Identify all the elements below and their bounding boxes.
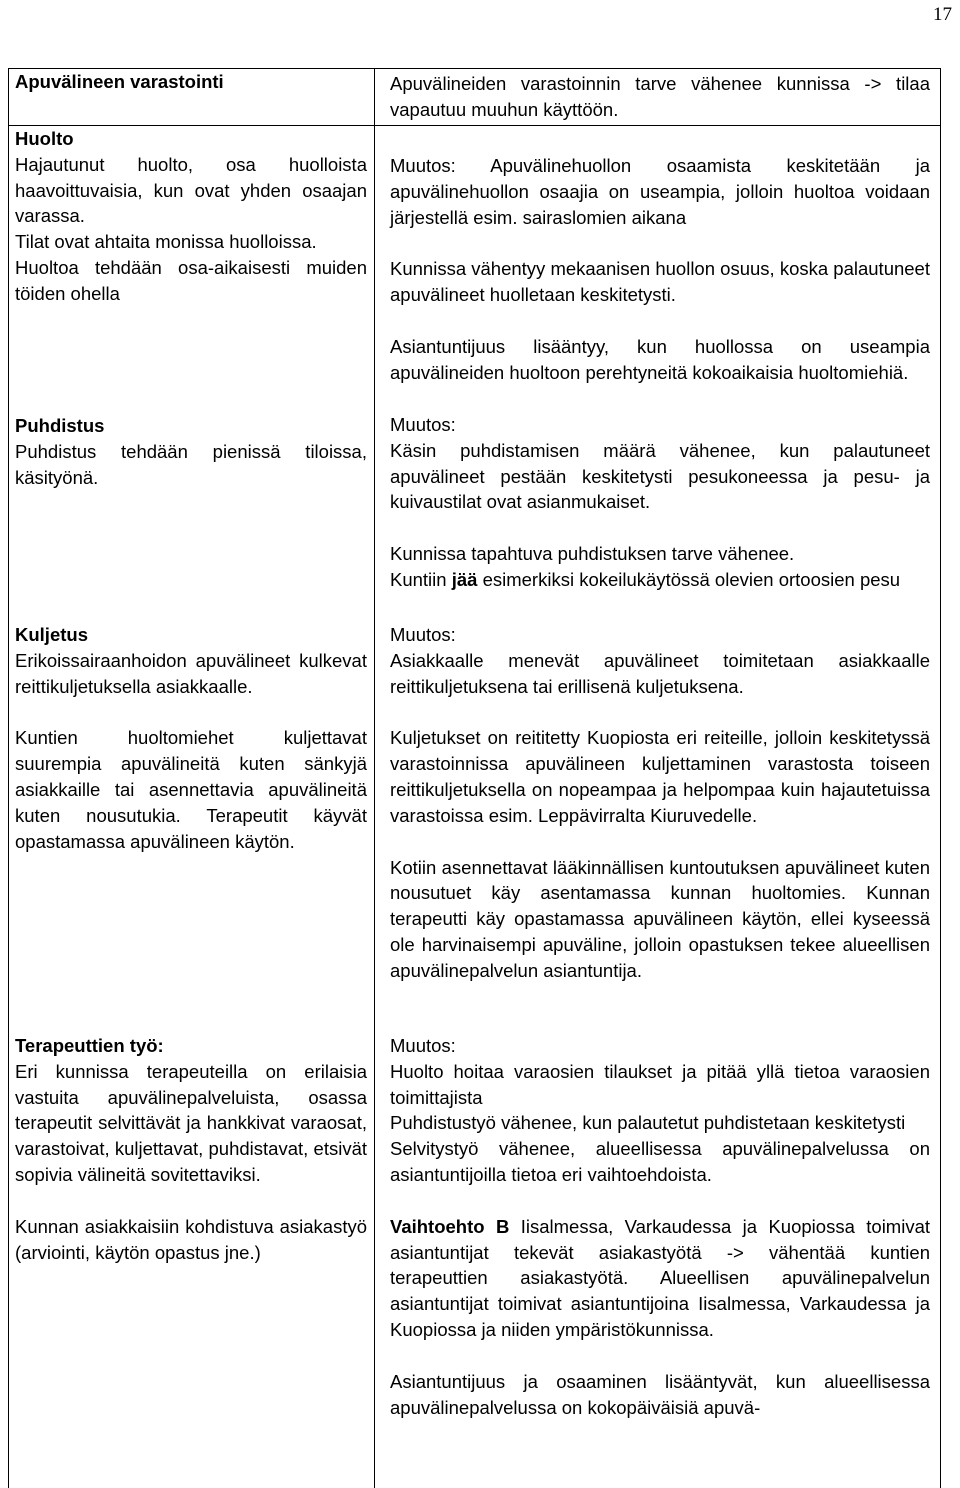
comparison-table [8,68,941,1488]
transport-change-text: Asiakkaalle menevät apuvälineet toimitetaan asiakkaalle reittikuljetuksena tai erillisenä kuljetuksena. [390,649,930,697]
transport-title: Kuljetus [15,624,88,645]
column-divider [374,69,375,1488]
therapist-title: Terapeuttien työ: [15,1035,164,1056]
right-transport [390,622,930,984]
maintenance-text-2: Tilat ovat ahtaita monissa huolloissa. [15,231,317,253]
left-cleaning [15,413,367,490]
therapist-change-1: Huolto hoitaa varaosien tilaukset ja pitää yllä tietoa varaosien toimittajista [390,1060,930,1108]
cleaning-title: Puhdistus [15,415,105,436]
option-b [390,1214,930,1343]
transport-text-2: Kuntien huoltomiehet kuljettavat suurempia apuvälineitä kuten sänkyjä asiakkaille tai asennettavia apuvälineitä kuten nousutukia. Terapeutit käyvät opastamassa apuvälineen käytön. [15,727,367,852]
storage-title: Apuvälineen varastointi [15,71,224,92]
transport-change-label: Muutos: [390,624,456,645]
right-maintenance [390,153,930,386]
cleaning-change-2: Kunnissa tapahtuva puhdistuksen tarve vähenee. [390,543,795,565]
transport-change-2: Kuljetukset on reititetty Kuopiosta eri reiteille, jolloin keskitetyssä varastoinnissa apuvälineen kuljettaminen varastosta toiseen reittikuljetuksella on nopeampaa ja helpompaa kuin hajautetuissa varastoissa esim. Leppävirralta Kiuruvedelle. [390,727,930,826]
cleaning-change-3 [390,567,930,593]
therapist-change-3: Selvitystyö vähenee, alueellisessa apuvälinepalvelussa on asiantuntijoilla tietoa eri vaihtoehdoista. [390,1138,930,1185]
cleaning-change-label: Muutos: [390,414,456,435]
left-storage [15,69,367,95]
maintenance-change: Muutos: Apuvälinehuollon osaamista keskitetään ja apuvälinehuollon osaajia on useampia, jolloin huoltoa voidaan järjestellä esim. sairaslomien aikana [390,155,930,228]
page-number: 17 [933,4,952,25]
right-therapist [390,1033,930,1420]
expertise-text: Asiantuntijuus ja osaaminen lisääntyvät, kun alueellisessa apuvälinepalvelussa on kokopäiväisiä apuvä- [390,1370,930,1418]
option-b-label: Vaihtoehto B [390,1215,510,1237]
maintenance-text: Hajautunut huolto, osa huolloista haavoittuvaisia, kun ovat yhden osaajan varassa. [15,153,367,227]
therapist-change-2: Puhdistustyö vähenee, kun palautetut puhdistetaan keskitetysti [390,1112,906,1134]
therapist-change-label: Muutos: [390,1035,456,1056]
left-therapist [15,1033,367,1265]
left-maintenance [15,126,367,307]
maintenance-change-2: Kunnissa vähentyy mekaanisen huollon osuus, koska palautuneet apuvälineet huolletaan keskitetysti. [390,258,930,306]
cleaning-text-3-b: jää [451,568,478,590]
therapist-text: Eri kunnissa terapeuteilla on erilaisia vastuita apuvälinepalveluista, osassa terapeutit selvittävät ja hankkivat varaosat, varastoivat, kuljettavat, puhdistavat, etsivät sopivia välineitä sovitettaviksi. [15,1060,367,1185]
transport-text: Erikoissairaanhoidon apuvälineet kulkevat reittikuljetuksella asiakkaalle. [15,649,367,697]
right-storage [390,71,930,123]
therapist-text-2: Kunnan asiakkaisiin kohdistuva asiakastyö (arviointi, käytön opastus jne.) [15,1215,367,1263]
right-cleaning [390,412,930,593]
option-b-text: Iisalmessa, Varkaudessa ja Kuopiossa toimivat asiantuntijat tekevät asiakastyötä -> vähentää kuntien terapeuttien asiakastyötä. Alueellisen apuvälinepalvelun asiantuntijat toimivat asiantuntijoina Iisalmessa, Varkaudessa ja Kuopiossa ja niiden ympäristökunnissa. [390,1215,930,1340]
cleaning-change-text: Käsin puhdistamisen määrä vähenee, kun palautuneet apuvälineet pestään keskitetysti pesukoneessa ja pesu- ja kuivaustilat ovat asianmukaiset. [390,439,930,513]
cleaning-text: Puhdistus tehdään pienissä tiloissa, käsityönä. [15,440,367,488]
maintenance-title: Huolto [15,128,74,149]
cleaning-text-3-c: esimerkiksi kokeilukäytössä olevien ortoosien pesu [477,568,901,590]
maintenance-change-3: Asiantuntijuus lisääntyy, kun huollossa on useampia apuvälineiden huoltoon perehtyneitä kokoaikaisia huoltomiehiä. [390,335,930,383]
maintenance-text-3: Huoltoa tehdään osa-aikaisesti muiden töiden ohella [15,256,367,304]
storage-text: Apuvälineiden varastoinnin tarve vähenee kunnissa -> tilaa vapautuu muuhun käyttöön. [390,73,930,120]
cleaning-text-3-a: Kuntiin [390,568,452,590]
transport-change-3: Kotiin asennettavat lääkinnällisen kuntoutuksen apuvälineet kuten nousutuet käy asentamassa kunnan huoltomies. Kunnan terapeutti käy opastamassa apuvälineen käytön, ellei kyseessä ole harvinaisempi apuväline, jolloin opastuksen tekee alueellisen apuvälinepalvelun asiantuntija. [390,856,930,981]
left-transport [15,622,367,854]
